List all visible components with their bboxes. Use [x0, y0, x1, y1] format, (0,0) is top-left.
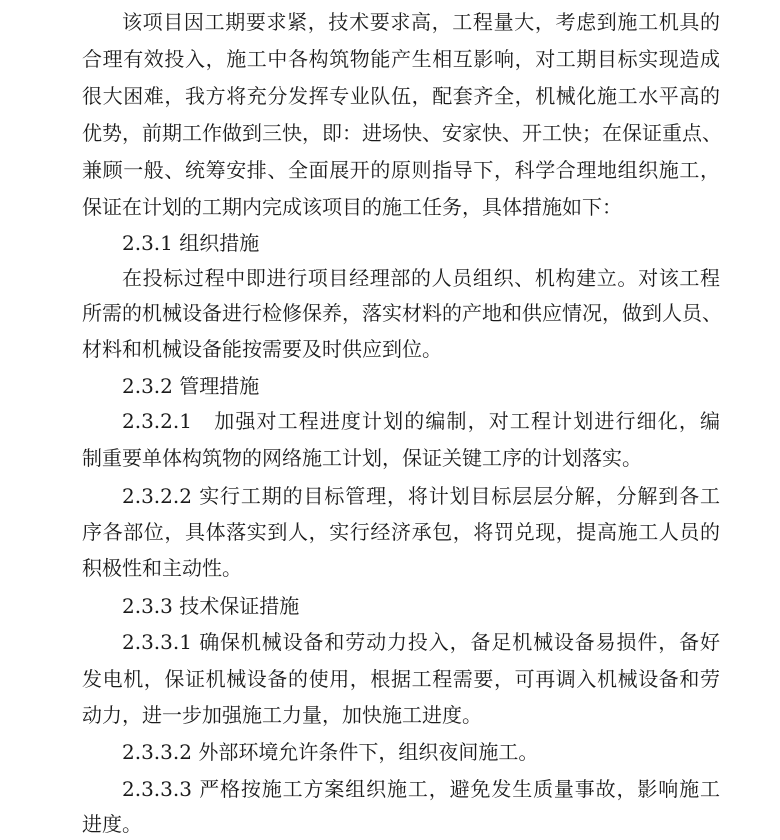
heading-2-3-1: 2.3.1 组织措施	[122, 231, 260, 255]
intro-line-6: 保证在计划的工期内完成该项目的施工任务，具体措施如下：	[82, 195, 622, 219]
p231-line-3: 材料和机械设备能按需要及时供应到位。	[82, 337, 442, 361]
p2332-line-1: 2.3.3.2 外部环境允许条件下，组织夜间施工。	[122, 740, 539, 764]
intro-line-4: 优势，前期工作做到三快，即：进场快、安家快、开工快；在保证重点、	[82, 121, 722, 145]
p231-line-1: 在投标过程中即进行项目经理部的人员组织、机构建立。对该工程	[122, 266, 720, 290]
intro-line-3: 很大困难，我方将充分发挥专业队伍，配套齐全，机械化施工水平高的	[82, 84, 720, 108]
intro-line-5: 兼顾一般、统筹安排、全面展开的原则指导下，科学合理地组织施工，	[82, 158, 720, 182]
p2331-line-3: 动力，进一步加强施工力量，加快施工进度。	[82, 703, 482, 727]
intro-line-2: 合理有效投入，施工中各构筑物能产生相互影响，对工期目标实现造成	[82, 47, 720, 71]
p2322-line-2: 序各部位，具体落实到人，实行经济承包，将罚兑现，提高施工人员的	[82, 520, 720, 544]
p2322-line-1: 2.3.2.2 实行工期的目标管理，将计划目标层层分解，分解到各工	[122, 484, 720, 508]
p2331-line-1: 2.3.3.1 确保机械设备和劳动力投入，备足机械设备易损件，备好	[122, 630, 720, 654]
intro-line-1: 该项目因工期要求紧，技术要求高，工程量大，考虑到施工机具的	[122, 10, 720, 34]
heading-2-3-3: 2.3.3 技术保证措施	[122, 594, 300, 618]
p2321-line-1: 2.3.2.1 加强对工程进度计划的编制，对工程计划进行细化，编	[122, 409, 720, 433]
heading-2-3-2: 2.3.2 管理措施	[122, 374, 260, 398]
p2333-line-1: 2.3.3.3 严格按施工方案组织施工，避免发生质量事故，影响施工	[122, 777, 720, 801]
p2321-line-2: 制重要单体构筑物的网络施工计划，保证关键工序的计划落实。	[82, 446, 642, 470]
p2331-line-2: 发电机，保证机械设备的使用，根据工程需要，可再调入机械设备和劳	[82, 667, 720, 691]
p2333-line-2: 进度。	[82, 812, 142, 836]
p2322-line-3: 积极性和主动性。	[82, 556, 242, 580]
p231-line-2: 所需的机械设备进行检修保养，落实材料的产地和供应情况，做到人员、	[82, 301, 722, 325]
